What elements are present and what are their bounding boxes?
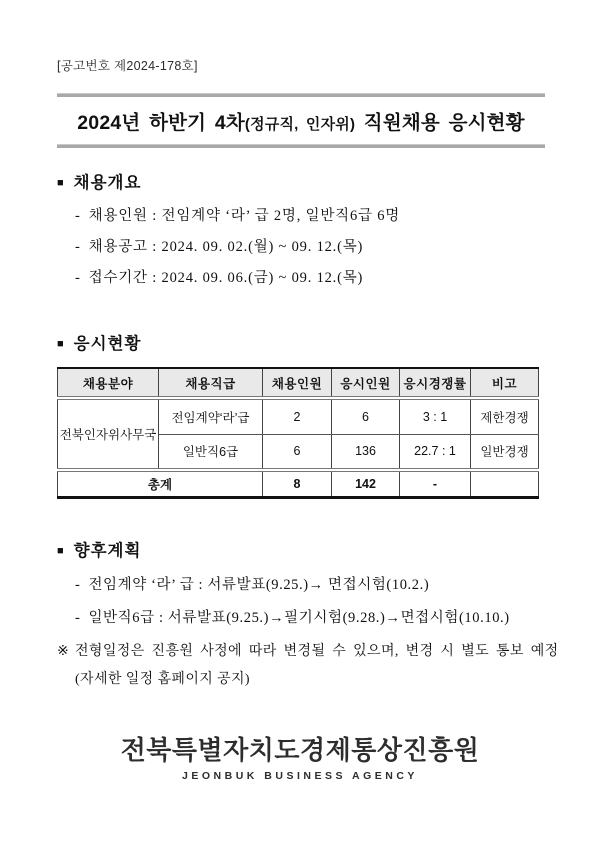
total-hire-cell: 8 [263, 470, 332, 497]
dash-bullet-icon: - [75, 239, 81, 255]
section-status [57, 330, 545, 499]
page-title-paren: (정규직, 인자위) [244, 116, 356, 133]
section-plan [57, 537, 559, 694]
section-heading-plan [57, 537, 545, 561]
total-note-cell [471, 470, 539, 497]
dash-bullet-icon: - [75, 270, 81, 286]
note-cell: 일반경쟁 [471, 434, 539, 470]
total-applicants-cell: 142 [332, 470, 400, 497]
dash-bullet-icon: - [75, 609, 81, 626]
page-title-rest: 직원채용 응시현황 [355, 112, 525, 134]
section-overview [57, 169, 545, 294]
note-cell: 제한경쟁 [471, 398, 539, 434]
list-item-text: 일반직6급 : 서류발표(9.25.)→필기시험(9.28.)→면접시험(10.10.) [88, 609, 510, 626]
list-item [75, 201, 545, 232]
note-line-2: (자세한 일정 홈페이지 공지) [75, 671, 250, 687]
table-header-row [58, 368, 539, 398]
page-title-main: 2024년 하반기 4차 [77, 112, 245, 134]
section-heading-overview [57, 169, 545, 193]
list-item [75, 263, 545, 294]
ratio-cell: 22.7 : 1 [400, 434, 471, 470]
applicants-table [57, 367, 539, 499]
applicant-count-cell: 136 [332, 434, 400, 470]
ratio-cell: 3 : 1 [400, 398, 471, 434]
section-title: 향후계획 [73, 540, 142, 560]
square-bullet-icon: ■ [57, 338, 65, 350]
total-ratio-cell: - [400, 470, 471, 497]
page-title [57, 97, 545, 144]
header-cell-applicants: 응시인원 [332, 368, 400, 398]
agency-logo [0, 730, 600, 782]
header-cell-note: 비고 [471, 368, 539, 398]
list-item-text: 전임계약 ‘라’ 급 : 서류발표(9.25.)→ 면접시험(10.2.) [88, 576, 430, 593]
table-row [58, 398, 539, 434]
header-cell-grade: 채용직급 [159, 368, 263, 398]
list-item [75, 602, 545, 635]
section-title: 채용개요 [73, 173, 142, 192]
header-cell-ratio: 응시경쟁률 [400, 368, 471, 398]
list-item [75, 232, 545, 263]
header-cell-hire: 채용인원 [263, 368, 332, 398]
hire-count-cell: 2 [263, 398, 332, 434]
title-block [57, 93, 545, 148]
agency-logo-english: JEONBUK BUSINESS AGENCY [182, 770, 418, 782]
total-label-cell: 총계 [58, 470, 263, 497]
list-item [75, 569, 545, 602]
section-heading-status [57, 330, 545, 354]
schedule-note [57, 638, 559, 694]
reference-mark-icon: ※ [57, 643, 70, 659]
dash-bullet-icon: - [75, 576, 81, 593]
list-item-text: 채용공고 : 2024. 09. 02.(월) ~ 09. 12.(목) [88, 239, 364, 255]
grade-cell: 일반직6급 [159, 434, 263, 470]
title-rule-bottom [57, 144, 545, 148]
table-total-row [58, 470, 539, 497]
square-bullet-icon: ■ [57, 544, 65, 557]
note-line-1: 전형일정은 진흥원 사정에 따라 변경될 수 있으며, 변경 시 별도 통보 예정 [75, 643, 559, 659]
grade-cell: 전임계약‘라’급 [159, 398, 263, 434]
header-cell-field: 채용분야 [58, 368, 159, 398]
list-item-text: 접수기간 : 2024. 09. 06.(금) ~ 09. 12.(목) [88, 270, 364, 286]
notice-number: [공고번호 제2024-178호] [57, 59, 198, 73]
applicant-count-cell: 6 [332, 398, 400, 434]
field-cell: 전북인자위사무국 [58, 398, 159, 470]
dash-bullet-icon: - [75, 208, 81, 224]
hire-count-cell: 6 [263, 434, 332, 470]
square-bullet-icon: ■ [57, 177, 65, 189]
agency-logo-korean: 전북특별자치도경제통상진흥원 [120, 735, 480, 765]
section-title: 응시현황 [73, 334, 142, 353]
list-item-text: 채용인원 : 전임계약 ‘라’ 급 2명, 일반직6급 6명 [88, 208, 401, 224]
